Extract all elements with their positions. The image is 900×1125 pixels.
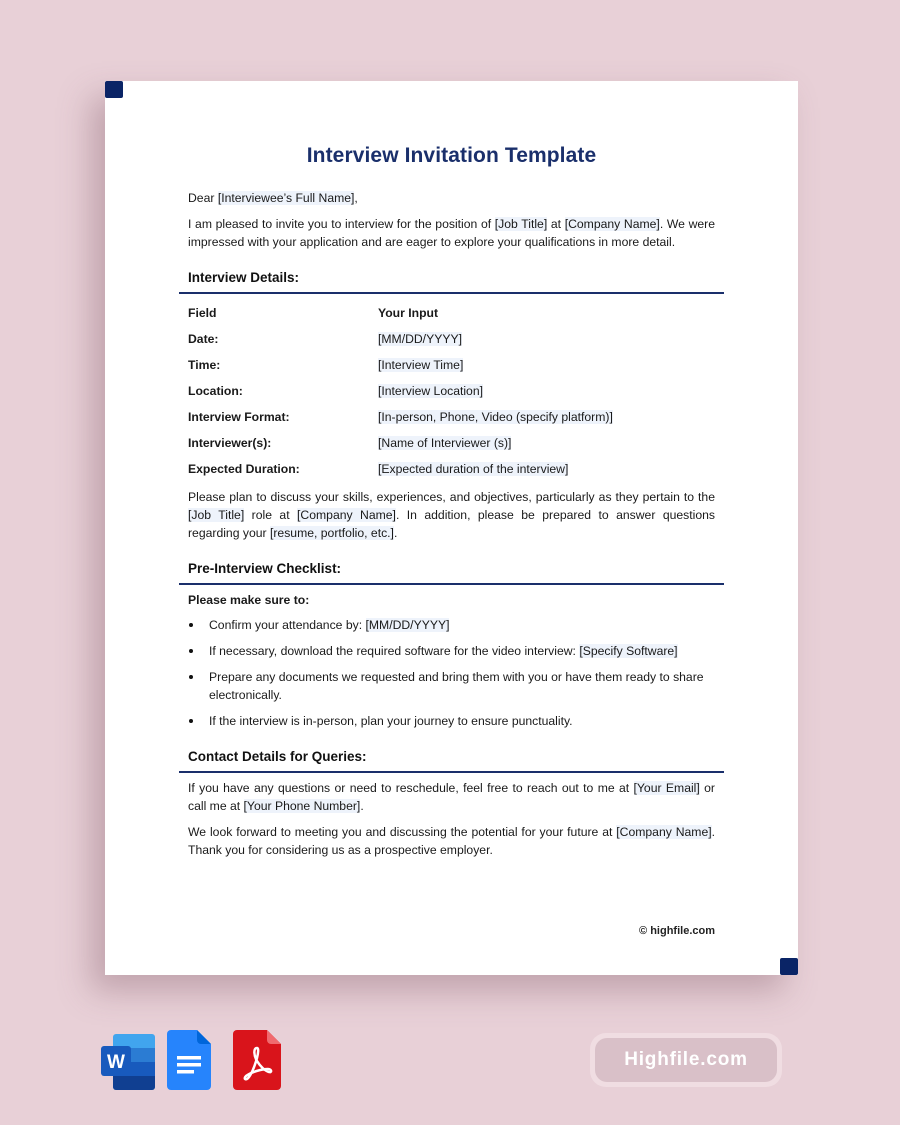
placeholder-interviewee-name: [Interviewee’s Full Name] xyxy=(217,191,355,205)
section-divider xyxy=(179,771,724,773)
field-label: Interview Format: xyxy=(188,410,290,424)
placeholder-confirm-date: [MM/DD/YYYY] xyxy=(365,618,450,632)
interview-details-table xyxy=(188,300,715,482)
closing-paragraph xyxy=(188,823,715,859)
text: or call me at xyxy=(188,781,715,813)
section-divider xyxy=(179,583,724,585)
text: . xyxy=(360,799,364,813)
table-row xyxy=(188,430,715,456)
table-row xyxy=(188,326,715,352)
field-label: Expected Duration: xyxy=(188,462,300,476)
field-value xyxy=(378,430,715,456)
text: If necessary, download the required software for the video interview: xyxy=(209,644,580,658)
text: . Thank you for considering us as a prospective employer. xyxy=(188,825,716,857)
text: Please plan to discuss your skills, experiences, and objectives, particularly as they pertain to the xyxy=(188,490,715,504)
table-header-row xyxy=(188,300,715,326)
text: Prepare any documents we requested and bring them with you or have them ready to share electronically. xyxy=(209,670,704,702)
brand-button-label: Highfile.com xyxy=(595,1038,777,1082)
field-value xyxy=(378,326,715,352)
checklist xyxy=(188,616,715,730)
text: If the interview is in-person, plan your journey to ensure punctuality. xyxy=(209,714,573,728)
document-content xyxy=(188,144,716,867)
format-icons xyxy=(101,1030,285,1090)
corner-marker-bottom-right xyxy=(780,958,798,975)
placeholder-job-title: [Job Title] xyxy=(188,508,245,522)
pdf-icon[interactable] xyxy=(233,1030,285,1090)
highfile-brand-button[interactable] xyxy=(590,1033,782,1087)
column-header-field: Field xyxy=(188,306,217,320)
list-item xyxy=(188,616,715,634)
field-value xyxy=(378,352,715,378)
document-page xyxy=(105,81,798,975)
list-item xyxy=(188,642,715,660)
text: . We were impressed with your application and are eager to explore your qualifications in more detail. xyxy=(188,217,715,249)
greeting-suffix: , xyxy=(354,191,358,205)
greeting xyxy=(188,189,715,207)
placeholder-phone: [Your Phone Number] xyxy=(243,799,361,813)
placeholder-company-name: [Company Name] xyxy=(564,217,660,231)
table-row xyxy=(188,404,715,430)
contact-paragraph xyxy=(188,779,715,815)
field-value xyxy=(378,378,715,404)
placeholder-resume-portfolio: [resume, portfolio, etc.] xyxy=(269,526,394,540)
text: If you have any questions or need to reschedule, feel free to reach out to me at xyxy=(188,781,634,795)
text: role at xyxy=(244,508,298,522)
intro-paragraph xyxy=(188,215,715,251)
table-row xyxy=(188,456,715,482)
list-item xyxy=(188,712,715,730)
column-header-input: Your Input xyxy=(378,306,439,320)
copyright: © highfile.com xyxy=(639,925,715,937)
checklist-subheading: Please make sure to: xyxy=(188,593,310,607)
field-value xyxy=(378,456,715,482)
text: We look forward to meeting you and discussing the potential for your future at xyxy=(188,825,617,839)
word-icon[interactable] xyxy=(101,1030,153,1090)
field-label: Time: xyxy=(188,358,221,372)
table-row xyxy=(188,352,715,378)
text: I am pleased to invite you to interview for the position of xyxy=(188,217,495,231)
field-value xyxy=(378,404,715,430)
prepare-paragraph xyxy=(188,488,715,542)
placeholder-time: [Interview Time] xyxy=(378,358,464,372)
table-row xyxy=(188,378,715,404)
text: Confirm your attendance by: xyxy=(209,618,366,632)
placeholder-company-name: [Company Name] xyxy=(297,508,396,522)
placeholder-software: [Specify Software] xyxy=(579,644,678,658)
placeholder-email: [Your Email] xyxy=(633,781,700,795)
document-title: Interview Invitation Template xyxy=(306,144,597,167)
placeholder-job-title: [Job Title] xyxy=(494,217,548,231)
greeting-text: Dear xyxy=(188,191,218,205)
field-label: Location: xyxy=(188,384,243,398)
placeholder-location: [Interview Location] xyxy=(378,384,484,398)
google-docs-icon[interactable] xyxy=(167,1030,219,1090)
corner-marker-top-left xyxy=(105,81,123,98)
field-label: Date: xyxy=(188,332,219,346)
field-label: Interviewer(s): xyxy=(188,436,272,450)
placeholder-company-name: [Company Name] xyxy=(616,825,712,839)
text: at xyxy=(547,217,565,231)
list-item xyxy=(188,668,715,704)
placeholder-interviewers: [Name of Interviewer (s)] xyxy=(378,436,512,450)
section-divider xyxy=(179,292,724,294)
svg-text:W: W xyxy=(107,1052,125,1073)
text: . xyxy=(393,526,398,540)
section-heading-contact: Contact Details for Queries: xyxy=(188,749,367,764)
section-heading-checklist: Pre-Interview Checklist: xyxy=(188,561,342,576)
placeholder-format: [In-person, Phone, Video (specify platform)] xyxy=(378,410,613,424)
text: . In addition, please be prepared to answer questions regarding your xyxy=(188,508,715,540)
placeholder-duration: [Expected duration of the interview] xyxy=(378,462,569,476)
placeholder-date: [MM/DD/YYYY] xyxy=(378,332,462,346)
section-heading-interview-details: Interview Details: xyxy=(188,270,300,285)
